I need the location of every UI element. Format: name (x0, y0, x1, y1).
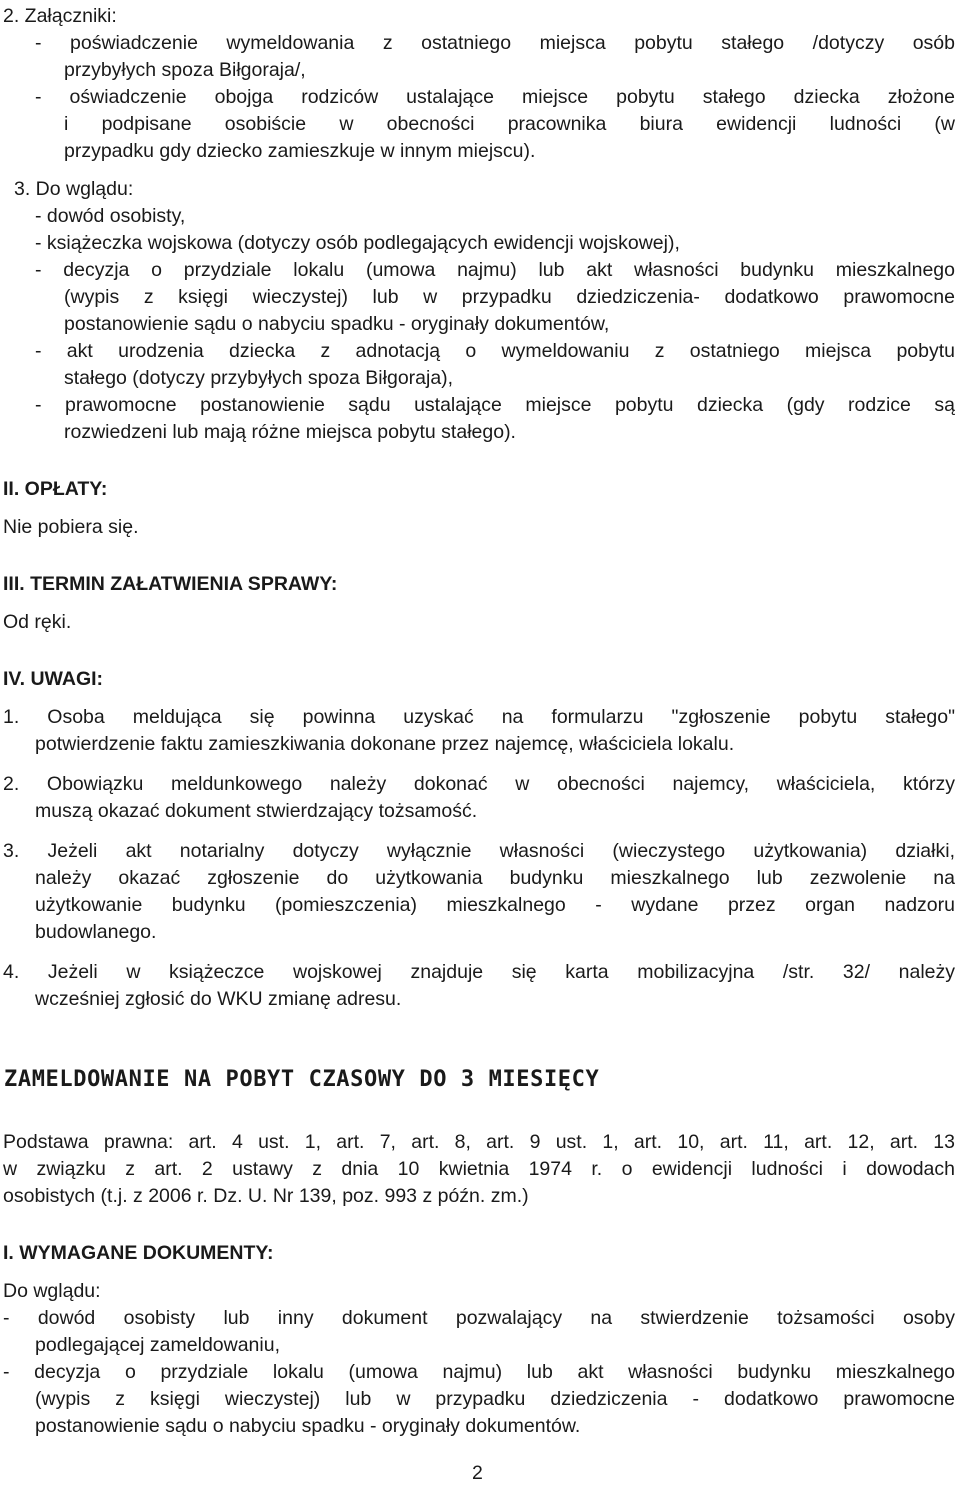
list-item: - książeczka wojskowa (dotyczy osób podlegających ewidencji wojskowej), (35, 232, 680, 254)
note-item: wcześniej zgłosić do WKU zmianę adresu. (35, 988, 402, 1010)
list-item: podlegającej zameldowaniu, (35, 1334, 280, 1356)
list-item: przypadku gdy dziecko zamieszkuje w innym miejscu). (64, 140, 536, 162)
note-item: 3. Jeżeli akt notarialny dotyczy wyłącznie własności (wieczystego użytkowania) działki, (3, 840, 955, 862)
page-number: 2 (472, 1462, 483, 1484)
list-item: i podpisane osobiście w obecności pracownika biura ewidencji ludności (w (64, 113, 955, 135)
section-heading-uwagi: IV. UWAGI: (3, 668, 104, 690)
list-item: - poświadczenie wymeldowania z ostatniego miejsca pobytu stałego /dotyczy osób (35, 32, 955, 54)
main-title: ZAMELDOWANIE NA POBYT CZASOWY DO 3 MIESIĘCY (4, 1067, 600, 1092)
section-heading-oplaty: II. OPŁATY: (3, 478, 108, 500)
note-item: 1. Osoba meldująca się powinna uzyskać na formularzu "zgłoszenie pobytu stałego" (3, 706, 955, 728)
list-item: - prawomocne postanowienie sądu ustalające miejsce pobytu dziecka (gdy rodzice są (35, 394, 955, 416)
note-item: użytkowanie budynku (pomieszczenia) mieszkalnego - wydane przez organ nadzoru (35, 894, 955, 916)
note-item: budowlanego. (35, 921, 157, 943)
list-item: - dowód osobisty, (35, 205, 186, 227)
section-heading-wymagane: I. WYMAGANE DOKUMENTY: (3, 1242, 274, 1264)
note-item: muszą okazać dokument stwierdzający tożsamość. (35, 800, 478, 822)
legal-basis: Podstawa prawna: art. 4 ust. 1, art. 7, art. 8, art. 9 ust. 1, art. 10, art. 11, art. 12, art. 13 (3, 1131, 955, 1153)
list-item: rozwiedzeni lub mają różne miejsca pobytu stałego). (64, 421, 516, 443)
list-item: - akt urodzenia dziecka z adnotacją o wymeldowaniu z ostatniego miejsca pobytu (35, 340, 955, 362)
note-item: należy okazać zgłoszenie do użytkowania budynku mieszkalnego lub zezwolenie na (35, 867, 955, 889)
list-item: (wypis z księgi wieczystej) lub w przypadku dziedziczenia- dodatkowo prawomocne (64, 286, 955, 308)
list-item: - decyzja o przydziale lokalu (umowa najmu) lub akt własności budynku mieszkalnego (3, 1361, 955, 1383)
list-item: - oświadczenie obojga rodziców ustalające miejsce pobytu stałego dziecka złożone (35, 86, 955, 108)
legal-basis: w związku z art. 2 ustawy z dnia 10 kwietnia 1974 r. o ewidencji ludności i dowodach (3, 1158, 955, 1180)
list-item: - decyzja o przydziale lokalu (umowa najmu) lub akt własności budynku mieszkalnego (35, 259, 955, 281)
list-item: postanowienie sądu o nabyciu spadku - oryginały dokumentów, (64, 313, 610, 335)
oplaty-text: Nie pobiera się. (3, 516, 139, 538)
section-heading-termin: III. TERMIN ZAŁATWIENIA SPRAWY: (3, 573, 338, 595)
list-item: (wypis z księgi wieczystej) lub w przypadku dziedziczenia - dodatkowo prawomocne (35, 1388, 955, 1410)
list-item: stałego (dotyczy przybyłych spoza Biłgoraja), (64, 367, 454, 389)
list-item: przybyłych spoza Biłgoraja/, (64, 59, 306, 81)
list-item: - dowód osobisty lub inny dokument pozwalający na stwierdzenie tożsamości osoby (3, 1307, 955, 1329)
note-item: 2. Obowiązku meldunkowego należy dokonać w obecności najemcy, właściciela, którzy (3, 773, 955, 795)
legal-basis: osobistych (t.j. z 2006 r. Dz. U. Nr 139, poz. 993 z późn. zm.) (3, 1185, 529, 1207)
do-wgladu-label: Do wglądu: (3, 1280, 101, 1302)
section-3-heading: 3. Do wglądu: (14, 178, 134, 200)
note-item: 4. Jeżeli w książeczce wojskowej znajduje się karta mobilizacyjna /str. 32/ należy (3, 961, 955, 983)
termin-text: Od ręki. (3, 611, 72, 633)
note-item: potwierdzenie faktu zamieszkiwania dokonane przez najemcę, właściciela lokalu. (35, 733, 735, 755)
section-2-heading: 2. Załączniki: (3, 5, 117, 27)
list-item: postanowienie sądu o nabyciu spadku - oryginały dokumentów. (35, 1415, 581, 1437)
